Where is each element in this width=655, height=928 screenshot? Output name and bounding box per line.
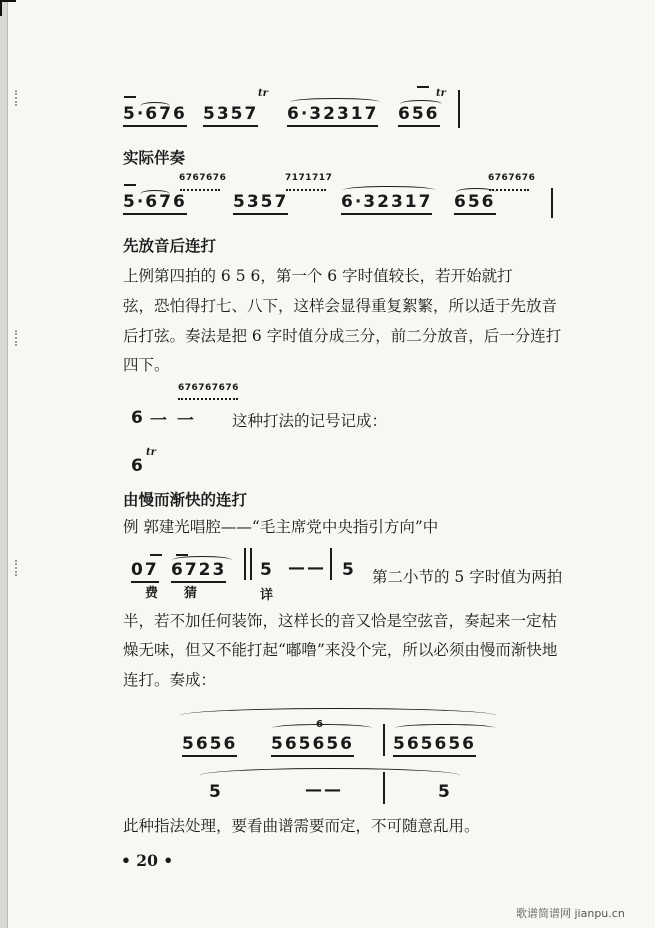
margin-dots xyxy=(15,90,19,106)
note: 5 xyxy=(438,782,452,802)
notes-group-1: 5·676 xyxy=(123,192,187,212)
notes-group-2: 6723 xyxy=(171,560,226,580)
heading-gradual-trill: 由慢而渐快的连打 xyxy=(123,490,248,509)
tuplet-bracket xyxy=(272,724,372,732)
notes-group-2: 5357 xyxy=(233,192,288,212)
closing-paragraph: 此种指法处理，要看曲谱需要而定，不可随意乱用。 xyxy=(123,817,480,835)
page-number: • 20 • xyxy=(121,851,174,870)
grace-mark xyxy=(417,86,429,88)
label-actual-accompaniment: 实际伴奏 xyxy=(123,148,186,167)
barline xyxy=(383,724,385,756)
note: 5 xyxy=(260,560,274,580)
notes-group-1: 5·676 xyxy=(123,104,187,124)
sustain-dashes: 一 一 xyxy=(150,411,196,431)
barline xyxy=(244,548,246,580)
tuplet-number: 6 xyxy=(316,719,324,730)
paragraph-line: 燥无味，但又不能打起“嘟噜”来没个完，所以必须由慢而渐快地 xyxy=(123,641,558,659)
paragraph-line: 上例第四拍的 6 5 6，第一个 6 字时值较长，若开始就打 xyxy=(123,267,513,285)
watermark: 歌谱简谱网 jianpu.cn xyxy=(516,907,625,920)
trill-mark: tr xyxy=(146,447,156,458)
note-with-trill: 6 xyxy=(131,456,145,476)
notes-group-3: 6·32317 xyxy=(287,104,378,124)
trill-notes: 6767676 xyxy=(179,173,227,183)
page-corner-mark xyxy=(0,0,16,16)
page-binding-edge xyxy=(0,0,8,928)
grace-mark xyxy=(124,184,136,186)
notes-group-3: 565656 xyxy=(393,734,476,754)
paragraph-line: 四下。 xyxy=(123,356,170,374)
notes-group-1: 5656 xyxy=(182,734,237,754)
example-line: 例 郭建光唱腔——“毛主席党中央指引方向”中 xyxy=(123,518,439,536)
paragraph-line: 连打。奏成： xyxy=(123,671,217,689)
grace-mark xyxy=(124,96,136,98)
sustain-dash: —— xyxy=(288,558,326,578)
notes-group-4: 656 xyxy=(398,104,440,124)
notes-group-2: 565656 xyxy=(271,734,354,754)
dot-row xyxy=(180,187,220,191)
margin-dots xyxy=(15,560,19,576)
barline xyxy=(330,548,332,580)
paragraph-line: 后打弦。奏法是把 6 字时值分成三分，前二分放音，后一分连打 xyxy=(123,327,562,345)
lyric: 猜 xyxy=(184,586,198,601)
caption: 这种打法的记号记成： xyxy=(232,412,388,430)
trill-mark: tr xyxy=(436,88,446,99)
trill-notes: 7171717 xyxy=(285,173,333,183)
grace-mark xyxy=(150,554,162,556)
lyric: 费 xyxy=(145,586,159,601)
slur xyxy=(395,724,495,732)
note: 5 xyxy=(342,560,356,580)
caption: 第二小节的 5 字时值为两拍 xyxy=(372,568,563,586)
sustain-dash: —— xyxy=(305,780,343,800)
heading-release-then-trill: 先放音后连打 xyxy=(123,236,217,255)
notes-group-1: 07 xyxy=(131,560,159,580)
barline xyxy=(250,548,252,580)
notes-group-2: 5357 xyxy=(203,104,258,124)
paragraph-line: 弦，恐怕得打七、八下，这样会显得重复絮繁，所以适于先放音 xyxy=(123,297,558,315)
barline xyxy=(458,90,460,128)
note: 5 xyxy=(209,782,223,802)
trill-mark: tr xyxy=(258,88,268,99)
dot-row xyxy=(286,187,326,191)
lyric: 详 xyxy=(260,588,274,603)
barline xyxy=(551,188,553,218)
notes-group-4: 656 xyxy=(454,192,496,212)
trill-notes: 6767676 xyxy=(488,173,536,183)
margin-dots xyxy=(15,330,19,346)
dot-row xyxy=(178,396,238,400)
note: 6 xyxy=(131,408,145,428)
barline xyxy=(383,772,385,804)
trill-notes: 676767676 xyxy=(178,383,239,393)
paragraph-line: 半，若不加任何装饰，这样长的音又恰是空弦音，奏起来一定枯 xyxy=(123,612,558,630)
notes-group-3: 6·32317 xyxy=(341,192,432,212)
tie-arc xyxy=(180,708,496,723)
